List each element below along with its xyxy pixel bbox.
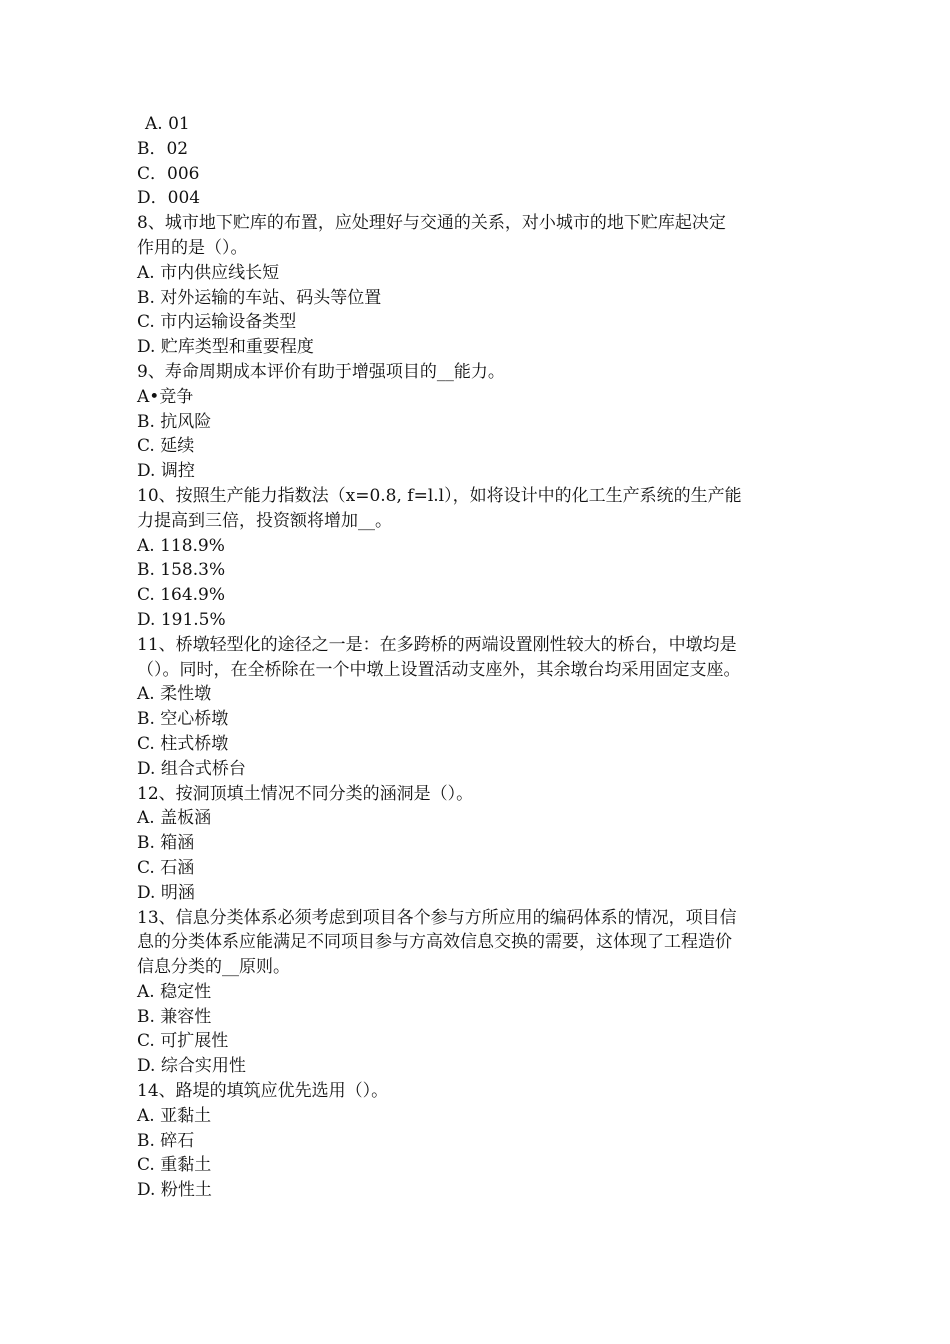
option-line: D. 粉性土 bbox=[137, 1180, 212, 1201]
question-13-text-cont: 息的分类体系应能满足不同项目参与方高效信息交换的需要，这体现了工程造价 bbox=[137, 932, 732, 953]
option-line: D. 贮库类型和重要程度 bbox=[137, 337, 314, 358]
option-line: A. 稳定性 bbox=[137, 981, 212, 1002]
question-11-text-cont: （）。同时，在全桥除在一个中墩上设置活动支座外，其余墩台均采用固定支座。 bbox=[137, 659, 741, 680]
question-10-text-cont: 力提高到三倍，投资额将增加__。 bbox=[137, 510, 392, 531]
option-line: B. 对外运输的车站、码头等位置 bbox=[137, 287, 382, 308]
question-14-text: 14、路堤的填筑应优先选用（）。 bbox=[137, 1081, 389, 1102]
option-line: A. 柔性墩 bbox=[137, 684, 212, 705]
option-line: C. 可扩展性 bbox=[137, 1031, 229, 1052]
option-line: D. 综合实用性 bbox=[137, 1056, 246, 1077]
option-line: B．02 bbox=[137, 138, 189, 159]
option-line: C. 重黏土 bbox=[137, 1155, 212, 1176]
option-line: D. 组合式桥台 bbox=[137, 758, 246, 779]
option-line: A. 118.9% bbox=[137, 535, 225, 556]
question-12-text: 12、按洞顶填土情况不同分类的涵洞是（）。 bbox=[137, 783, 474, 804]
document-body bbox=[137, 112, 827, 1203]
option-line: C. 164.9% bbox=[137, 585, 226, 606]
option-line: B. 碎石 bbox=[137, 1130, 195, 1151]
option-line: D. 明涵 bbox=[137, 882, 195, 903]
option-line: A. 亚黏土 bbox=[137, 1105, 212, 1126]
option-line: C. 市内运输设备类型 bbox=[137, 312, 297, 333]
option-line: C. 柱式桥墩 bbox=[137, 733, 229, 754]
option-line: B. 抗风险 bbox=[137, 411, 212, 432]
option-line: B. 箱涵 bbox=[137, 833, 195, 854]
option-line: D. 191.5% bbox=[137, 609, 226, 630]
option-line: C. 石涵 bbox=[137, 857, 195, 878]
option-line: B. 空心桥墩 bbox=[137, 709, 229, 730]
option-line: B. 158.3% bbox=[137, 560, 226, 581]
question-8-text: 8、城市地下贮库的布置，应处理好与交通的关系，对小城市的地下贮库起决定 bbox=[137, 213, 726, 234]
question-13-text: 13、信息分类体系必须考虑到项目各个参与方所应用的编码体系的情况，项目信 bbox=[137, 907, 737, 928]
option-line: D. 调控 bbox=[137, 461, 195, 482]
question-8-text-cont: 作用的是（）。 bbox=[137, 237, 248, 258]
option-line: A•竞争 bbox=[137, 386, 194, 407]
option-line: C. 延续 bbox=[137, 436, 195, 457]
option-line: D．004 bbox=[137, 188, 201, 209]
option-line: B. 兼容性 bbox=[137, 1006, 212, 1027]
option-line: A. 01 bbox=[145, 114, 190, 134]
option-line: A. 市内供应线长短 bbox=[137, 262, 280, 283]
question-11-text: 11、桥墩轻型化的途径之一是：在多跨桥的两端设置刚性较大的桥台，中墩均是 bbox=[137, 634, 737, 655]
question-9-text: 9、寿命周期成本评价有助于增强项目的__能力。 bbox=[137, 361, 505, 382]
option-line: A. 盖板涵 bbox=[137, 808, 212, 829]
question-13-text-cont: 信息分类的__原则。 bbox=[137, 957, 290, 978]
option-line: C．006 bbox=[137, 163, 200, 184]
question-10-text: 10、按照生产能力指数法（x=0.8, f=l.l），如将设计中的化工生产系统的生产能 bbox=[137, 485, 742, 506]
